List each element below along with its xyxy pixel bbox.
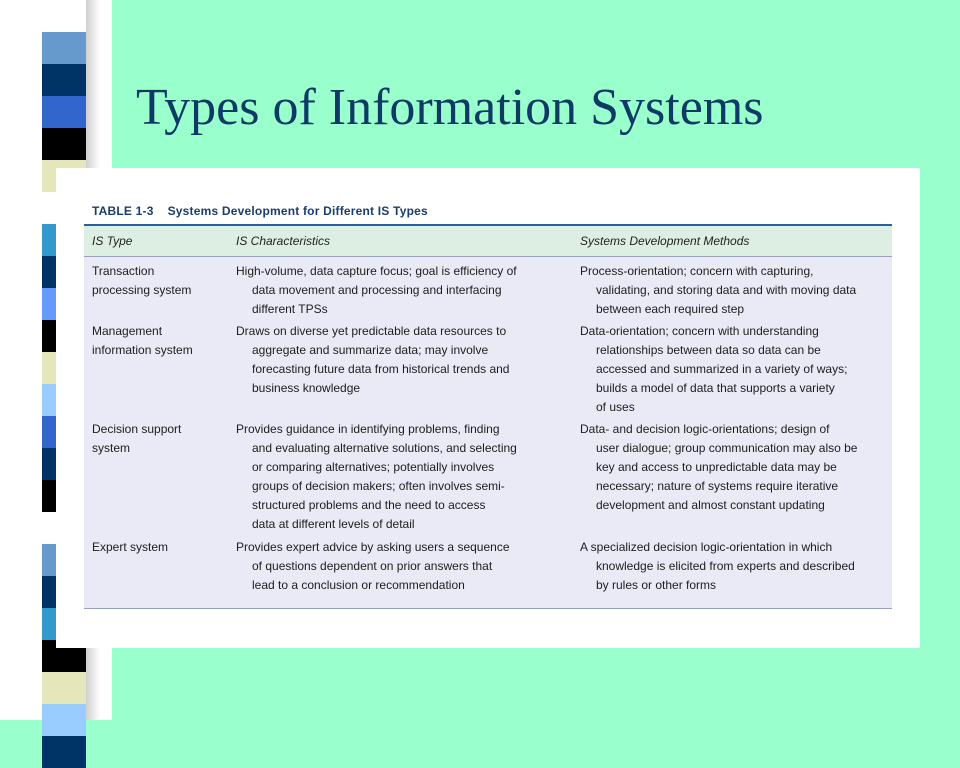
cell-development-methods <box>580 420 880 515</box>
cell-line: structured problems and the need to access <box>252 498 486 512</box>
table-caption <box>92 204 428 218</box>
cell-line: user dialogue; group communication may also be <box>596 441 858 455</box>
header-is-characteristics: IS Characteristics <box>236 234 331 248</box>
cell-is-characteristics <box>236 262 546 319</box>
header-is-type: IS Type <box>92 234 133 248</box>
cell-line: Provides expert advice by asking users a sequence <box>236 540 510 554</box>
cell-is-characteristics <box>236 538 546 595</box>
stripe-block <box>42 96 86 128</box>
cell-line: Draws on diverse yet predictable data resources to <box>236 324 507 338</box>
cell-development-methods <box>580 322 880 417</box>
cell-line: of uses <box>596 400 635 414</box>
cell-is-characteristics <box>236 322 546 398</box>
cell-line: aggregate and summarize data; may involve <box>252 343 489 357</box>
cell-is-type <box>92 538 222 557</box>
cell-line: Process-orientation; concern with capturing, <box>580 264 814 278</box>
cell-development-methods <box>580 538 880 595</box>
cell-development-methods <box>580 262 880 319</box>
cell-line: necessary; nature of systems require iterative <box>596 479 839 493</box>
cell-line: High-volume, data capture focus; goal is efficiency of <box>236 264 517 278</box>
table-caption-title: Systems Development for Different IS Types <box>167 204 428 218</box>
cell-line: knowledge is elicited from experts and described <box>596 559 855 573</box>
cell-is-type <box>92 322 222 360</box>
cell-line: key and access to unpredictable data may be <box>596 460 837 474</box>
cell-line: A specialized decision logic-orientation in which <box>580 540 833 554</box>
cell-line: by rules or other forms <box>596 578 717 592</box>
is-types-table <box>84 224 892 609</box>
table-header <box>84 226 892 257</box>
cell-line: data movement and processing and interfacing <box>252 283 502 297</box>
cell-line: Decision support <box>92 422 182 436</box>
cell-line: processing system <box>92 283 192 297</box>
cell-line: Data-orientation; concern with understanding <box>580 324 819 338</box>
cell-line: forecasting future data from historical trends and <box>252 362 510 376</box>
cell-line: between each required step <box>596 302 745 316</box>
cell-line: builds a model of data that supports a variety <box>596 381 835 395</box>
stripe-block <box>42 0 86 32</box>
cell-line: validating, and storing data and with moving data <box>596 283 857 297</box>
cell-line: system <box>92 441 131 455</box>
cell-line: information system <box>92 343 193 357</box>
table-caption-number: TABLE 1-3 <box>92 204 154 218</box>
cell-is-type <box>92 262 222 300</box>
cell-line: Transaction <box>92 264 155 278</box>
stripe-block <box>42 704 86 736</box>
cell-line: different TPSs <box>252 302 328 316</box>
header-development-methods: Systems Development Methods <box>580 234 750 248</box>
cell-line: groups of decision makers; often involves semi- <box>252 479 505 493</box>
stripe-block <box>42 32 86 64</box>
cell-is-type <box>92 420 222 458</box>
cell-line: Management <box>92 324 163 338</box>
cell-line: data at different levels of detail <box>252 517 415 531</box>
slide-title: Types of Information Systems <box>136 79 764 136</box>
stripe-block <box>42 736 86 768</box>
cell-line: of questions dependent on prior answers that <box>252 559 493 573</box>
cell-line: development and almost constant updating <box>596 498 825 512</box>
stripe-block <box>42 64 86 96</box>
cell-line: Expert system <box>92 540 169 554</box>
cell-line: lead to a conclusion or recommendation <box>252 578 465 592</box>
cell-line: relationships between data so data can be <box>596 343 821 357</box>
cell-line: Data- and decision logic-orientations; design of <box>580 422 830 436</box>
stripe-block <box>42 128 86 160</box>
stripe-block <box>42 672 86 704</box>
cell-line: and evaluating alternative solutions, and selecting <box>252 441 517 455</box>
cell-line: or comparing alternatives; potentially involves <box>252 460 495 474</box>
cell-line: accessed and summarized in a variety of ways; <box>596 362 848 376</box>
cell-line: Provides guidance in identifying problems, finding <box>236 422 500 436</box>
cell-line: business knowledge <box>252 381 361 395</box>
cell-is-characteristics <box>236 420 546 534</box>
table-figure <box>56 168 920 648</box>
